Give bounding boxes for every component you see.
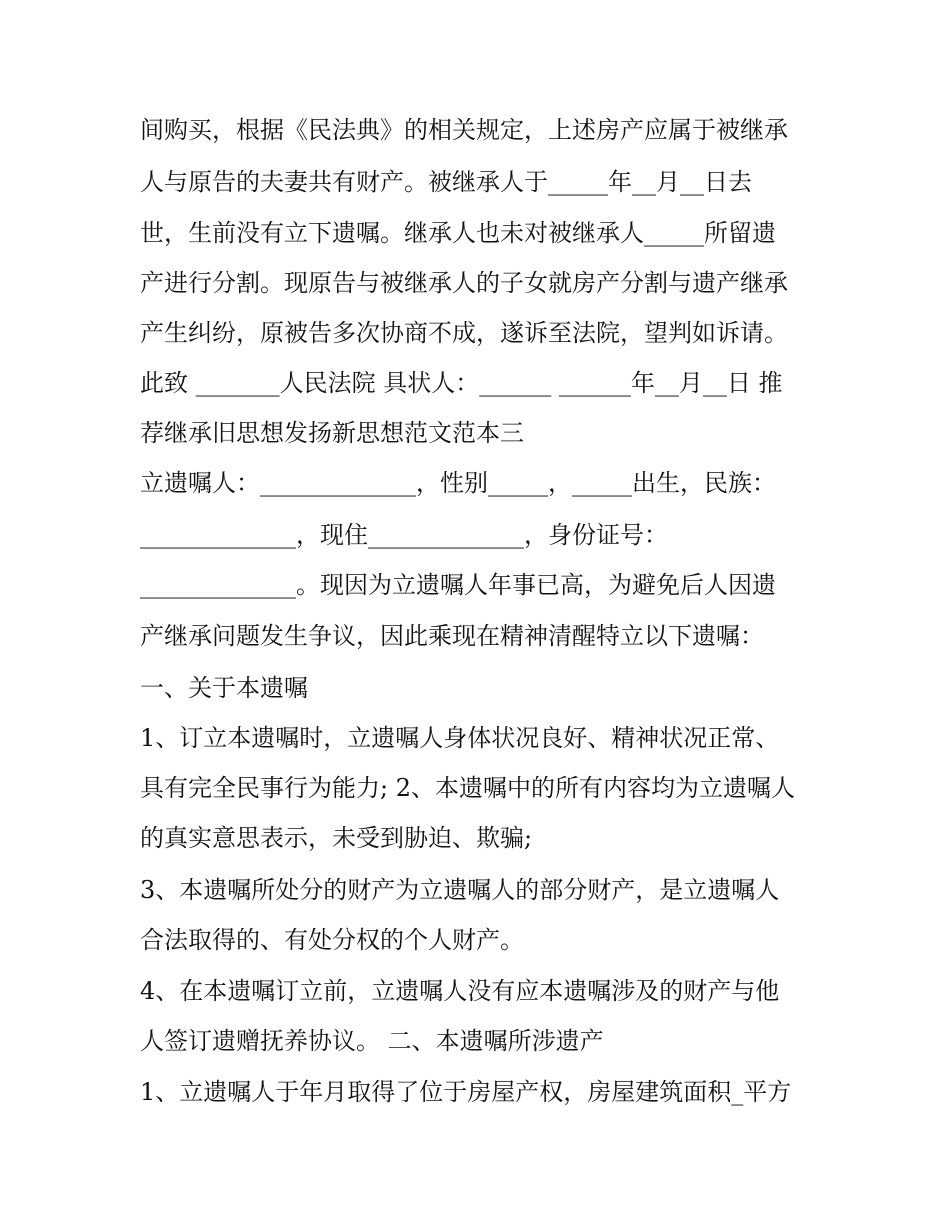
text-line: 此致 _______人民法院 具状人：______ ______年__月__日 推 <box>140 369 783 397</box>
text-line: 立遗嘱人：_____________，性别_____，_____出生，民族： <box>140 469 776 497</box>
text-line: _____________。现因为立遗嘱人年事已高，为避免后人因遗 <box>140 571 776 599</box>
text-line: 人签订遗赠抚养协议。 二、本遗嘱所涉遗产 <box>140 1027 604 1055</box>
text-line: _____________，现住_____________，身份证号： <box>140 521 668 549</box>
text-line: 产生纠纷，原被告多次协商不成，遂诉至法院，望判如诉请。 <box>140 319 788 347</box>
text-line: 间购买，根据《民法典》的相关规定，上述房产应属于被继承 <box>140 116 788 144</box>
text-line: 1、订立本遗嘱时，立遗嘱人身体状况良好、精神状况正常、 <box>140 724 780 752</box>
text-line: 3、本遗嘱所处分的财产为立遗嘱人的部分财产，是立遗嘱人 <box>140 876 780 904</box>
text-line: 产继承问题发生争议，因此乘现在精神清醒特立以下遗嘱： <box>140 622 764 650</box>
text-line: 的真实意思表示，未受到胁迫、欺骗; <box>140 824 533 852</box>
text-line: 具有完全民事行为能力; 2、本遗嘱中的所有内容均为立遗嘱人 <box>140 774 795 802</box>
text-line: 4、在本遗嘱订立前，立遗嘱人没有应本遗嘱涉及的财产与他 <box>140 977 780 1005</box>
text-line: 人与原告的夫妻共有财产。被继承人于_____年__月__日去 <box>140 168 752 196</box>
text-line: 产进行分割。现原告与被继承人的子女就房产分割与遗产继承 <box>140 269 788 297</box>
text-line: 合法取得的、有处分权的个人财产。 <box>140 926 524 954</box>
text-line: 1、立遗嘱人于年月取得了位于房屋产权，房屋建筑面积_平方 <box>140 1078 792 1106</box>
section-heading: 一、关于本遗嘱 <box>140 674 308 702</box>
text-line: 世，生前没有立下遗嘱。继承人也未对被继承人_____所留遗 <box>140 219 776 247</box>
text-line: 荐继承旧思想发扬新思想范文范本三 <box>140 419 524 447</box>
